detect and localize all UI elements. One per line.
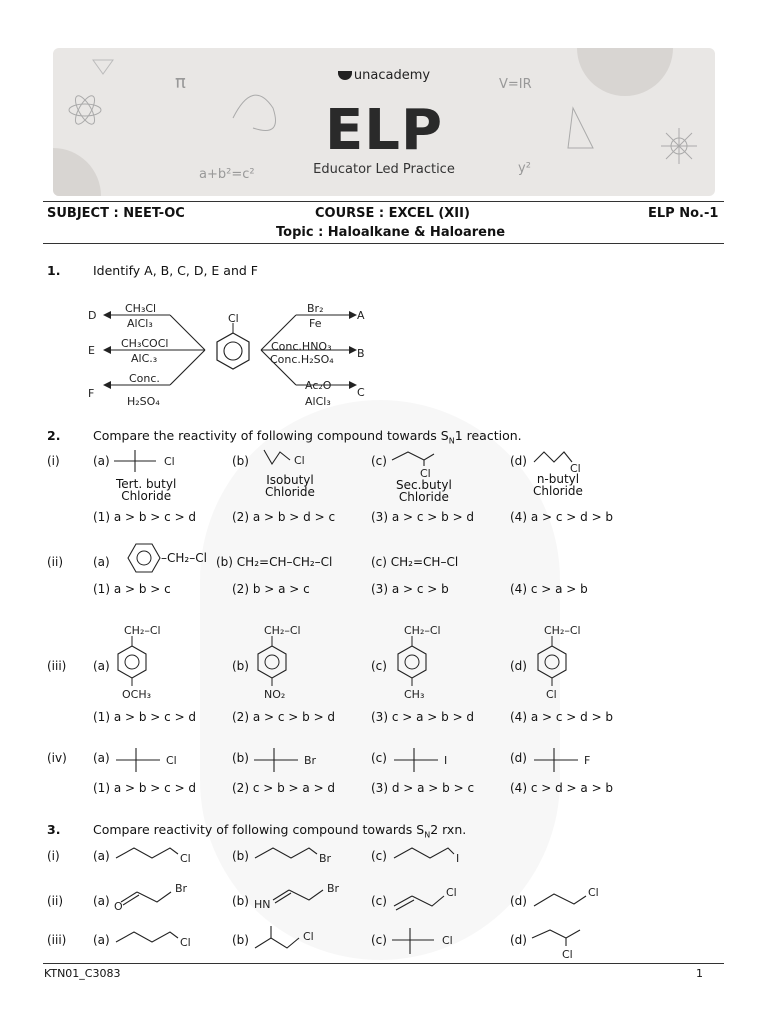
course-label: COURSE : EXCEL (XII) xyxy=(315,206,470,221)
tert-butyl-chloride-sn2-structure xyxy=(390,928,470,958)
q2-ii-answer-2: (2) b > a > c xyxy=(232,582,310,596)
chlorobenzene-structure xyxy=(217,312,249,369)
svg-text:CH₃: CH₃ xyxy=(404,688,425,701)
1-iodobutane-structure xyxy=(392,844,482,868)
q2-ii-answer-4: (4) c > a > b xyxy=(510,582,588,596)
p-methylbenzyl-chloride-structure xyxy=(390,622,470,704)
t-butyl-chloride-structure xyxy=(114,746,184,776)
product-a-label: A xyxy=(357,309,365,322)
q3-iii-opt-b: (b) xyxy=(232,933,249,947)
q3-number: 3. xyxy=(47,822,61,837)
svg-text:Cl: Cl xyxy=(294,454,305,467)
isobutyl-chloride-sn2-structure xyxy=(253,924,333,954)
product-d-label: D xyxy=(88,309,97,322)
q2-ii-answer-1: (1) a > b > c xyxy=(93,582,171,596)
svg-text:Cl: Cl xyxy=(546,688,557,701)
q2-iii-answer-4: (4) a > c > d > b xyxy=(510,710,614,724)
svg-text:I: I xyxy=(456,852,460,865)
q2-iii-answer-2: (2) a > c > b > d xyxy=(232,710,336,724)
svg-text:OCH₃: OCH₃ xyxy=(122,688,152,701)
svg-text:Cl: Cl xyxy=(420,467,431,480)
svg-text:Cl: Cl xyxy=(570,462,581,475)
header-top-rule xyxy=(43,201,724,202)
isobutyl-chloride-structure xyxy=(262,446,322,476)
reagent-a-top: Br₂ xyxy=(307,302,324,315)
reagent-e-top: CH₃COCl xyxy=(121,337,169,350)
svg-text:Cl: Cl xyxy=(180,852,191,865)
page-number: 1 xyxy=(696,967,703,980)
svg-text:Br: Br xyxy=(304,754,317,767)
brand-name: unacademy xyxy=(353,68,431,83)
q3-ii-opt-d: (d) xyxy=(510,894,527,908)
isobutyl-chloride-name: Isobutyl Chloride xyxy=(265,473,315,499)
reagent-c-top: Ac₂O xyxy=(305,379,332,392)
p-methoxybenzyl-chloride-structure xyxy=(110,622,190,704)
reagent-a-bottom: Fe xyxy=(309,317,322,330)
q2-i-answer-1: (1) a > b > c > d xyxy=(93,510,197,524)
product-e-label: E xyxy=(88,344,95,357)
t-butyl-iodide-structure xyxy=(392,746,462,776)
q2-iii-opt-c: (c) xyxy=(371,659,387,673)
elp-number: ELP No.-1 xyxy=(648,206,719,221)
1-chlorobutane-structure xyxy=(114,844,204,868)
1-chloropropane-structure xyxy=(530,880,610,914)
q2-iv-opt-b: (b) xyxy=(232,751,249,765)
q2-i-opt-c: (c) xyxy=(371,454,387,468)
q2-i-answer-2: (2) a > b > d > c xyxy=(232,510,336,524)
svg-text:Br: Br xyxy=(319,852,332,865)
bromoacetaldehyde-structure xyxy=(113,878,193,912)
sec-butyl-chloride-structure xyxy=(390,450,450,480)
pi-doodle: π xyxy=(175,72,186,93)
q2-i-answer-4: (4) a > c > d > b xyxy=(510,510,614,524)
q1-text: Identify A, B, C, D, E and F xyxy=(93,263,258,278)
svg-text:CH₂–Cl: CH₂–Cl xyxy=(264,624,301,637)
reagent-e-bottom: AlC.₃ xyxy=(131,352,158,365)
svg-text:O: O xyxy=(114,900,123,913)
reagent-f-bottom: H₂SO₄ xyxy=(127,395,160,408)
p-chlorobenzyl-chloride-structure xyxy=(530,622,610,704)
benzyl-ring-structure xyxy=(120,542,165,574)
q2-number: 2. xyxy=(47,428,61,443)
elp-subtitle: Educator Led Practice xyxy=(313,162,455,177)
allyl-chloride-structure xyxy=(390,880,470,914)
header-banner xyxy=(53,48,715,196)
reagent-c-bottom: AlCl₃ xyxy=(305,395,331,408)
q3-iii-opt-d: (d) xyxy=(510,933,527,947)
q2-iii-opt-b: (b) xyxy=(232,659,249,673)
product-b-label: B xyxy=(357,347,365,360)
q3-ii-opt-b: (b) xyxy=(232,894,249,908)
q3-ii-opt-a: (a) xyxy=(93,894,110,908)
subject-label: SUBJECT : NEET-OC xyxy=(47,206,185,221)
topic-label: Topic : Haloalkane & Haloarene xyxy=(276,225,506,240)
sec-butyl-chloride-name: Sec.butyl Chloride xyxy=(396,478,452,504)
q2-iv-answer-1: (1) a > b > c > d xyxy=(93,781,197,795)
svg-text:HN: HN xyxy=(254,898,271,911)
footer-code: KTN01_C3083 xyxy=(44,967,121,980)
elp-title: ELP xyxy=(325,98,443,163)
svg-text:Cl: Cl xyxy=(180,936,191,949)
q1-reaction-scheme xyxy=(85,295,385,410)
q2-iii-opt-a: (a) xyxy=(93,659,110,673)
pythagoras-doodle: a+b²=c² xyxy=(199,167,255,182)
svg-text:Cl: Cl xyxy=(562,948,573,961)
sec-butyl-chloride-sn2-structure xyxy=(530,926,610,962)
svg-text:Br: Br xyxy=(175,882,188,895)
q2-ii-opt-c: (c) CH₂=CH–Cl xyxy=(371,555,459,569)
q3-i-opt-c: (c) xyxy=(371,849,387,863)
q3-iii-label: (iii) xyxy=(47,933,67,947)
1-bromobutane-structure xyxy=(253,844,343,868)
q2-ii-opt-b: (b) CH₂=CH–CH₂–Cl xyxy=(216,555,333,569)
t-butyl-fluoride-structure xyxy=(532,746,602,776)
product-c-label: C xyxy=(357,386,365,399)
q1-number: 1. xyxy=(47,263,61,278)
q2-iv-answer-3: (3) d > a > b > c xyxy=(371,781,475,795)
reagent-d-bottom: AlCl₃ xyxy=(127,317,153,330)
tert-butyl-chloride-name: Tert. butyl Chloride xyxy=(116,477,177,503)
q3-iii-opt-a: (a) xyxy=(93,933,110,947)
q2-iv-opt-c: (c) xyxy=(371,751,387,765)
q2-ii-label: (ii) xyxy=(47,555,64,569)
n-butyl-chloride-sn2-structure xyxy=(114,928,204,952)
svg-text:Cl: Cl xyxy=(166,754,177,767)
tert-butyl-chloride-structure xyxy=(112,446,182,476)
header-bottom-rule xyxy=(43,243,724,244)
q2-i-opt-b: (b) xyxy=(232,454,249,468)
q2-i-answer-3: (3) a > c > b > d xyxy=(371,510,475,524)
svg-text:NO₂: NO₂ xyxy=(264,688,286,701)
brand-logo xyxy=(53,68,715,83)
q3-ii-opt-c: (c) xyxy=(371,894,387,908)
q2-iv-answer-2: (2) c > b > a > d xyxy=(232,781,336,795)
benzyl-chloride-substituent: –CH₂–Cl xyxy=(161,551,207,565)
reagent-d-top: CH₃Cl xyxy=(125,302,157,315)
q3-i-opt-b: (b) xyxy=(232,849,249,863)
q2-iv-label: (iv) xyxy=(47,751,67,765)
q3-ii-label: (ii) xyxy=(47,894,64,908)
svg-text:Cl: Cl xyxy=(446,886,457,899)
product-f-label: F xyxy=(88,387,95,400)
q2-iii-answer-3: (3) c > a > b > d xyxy=(371,710,475,724)
q3-i-opt-a: (a) xyxy=(93,849,110,863)
q2-iv-answer-4: (4) c > d > a > b xyxy=(510,781,614,795)
q3-iii-opt-c: (c) xyxy=(371,933,387,947)
q2-iv-opt-d: (d) xyxy=(510,751,527,765)
svg-text:I: I xyxy=(444,754,448,767)
q2-i-label: (i) xyxy=(47,454,60,468)
footer-rule xyxy=(43,963,724,964)
svg-text:F: F xyxy=(584,754,591,767)
bromo-imine-structure xyxy=(253,878,348,912)
q2-text: Compare the reactivity of following compound towards $S_N1$ reaction. xyxy=(93,428,522,446)
reagent-b-top: Conc.HNO₃ xyxy=(271,340,332,353)
svg-text:Cl: Cl xyxy=(588,886,599,899)
svg-text:Br: Br xyxy=(327,882,340,895)
q3-text: Compare reactivity of following compound towards $S_N2$ rxn. xyxy=(93,822,467,840)
reagent-f-top: Conc. xyxy=(129,372,160,385)
reagent-b-bottom: Conc.H₂SO₄ xyxy=(270,353,334,366)
q2-iv-opt-a: (a) xyxy=(93,751,110,765)
n-butyl-chloride-name: n-butyl Chloride xyxy=(533,472,583,498)
q2-i-opt-d: (d) xyxy=(510,454,527,468)
svg-text:Cl: Cl xyxy=(303,930,314,943)
p-nitrobenzyl-chloride-structure xyxy=(250,622,330,704)
svg-text:Cl: Cl xyxy=(442,934,453,947)
svg-text:CH₂–Cl: CH₂–Cl xyxy=(124,624,161,637)
ohm-doodle: V=IR xyxy=(499,77,532,92)
q2-iii-label: (iii) xyxy=(47,659,67,673)
svg-text:Cl: Cl xyxy=(164,455,175,468)
unacademy-icon xyxy=(338,71,352,80)
q2-iii-answer-1: (1) a > b > c > d xyxy=(93,710,197,724)
q2-ii-opt-a: (a) xyxy=(93,555,110,569)
svg-text:CH₂–Cl: CH₂–Cl xyxy=(544,624,581,637)
q2-iii-opt-d: (d) xyxy=(510,659,527,673)
q2-i-opt-a: (a) xyxy=(93,454,110,468)
t-butyl-bromide-structure xyxy=(252,746,322,776)
q2-ii-answer-3: (3) a > c > b xyxy=(371,582,449,596)
chloro-label: Cl xyxy=(228,312,239,325)
q3-i-label: (i) xyxy=(47,849,60,863)
y-doodle: y² xyxy=(518,161,531,176)
svg-text:CH₂–Cl: CH₂–Cl xyxy=(404,624,441,637)
